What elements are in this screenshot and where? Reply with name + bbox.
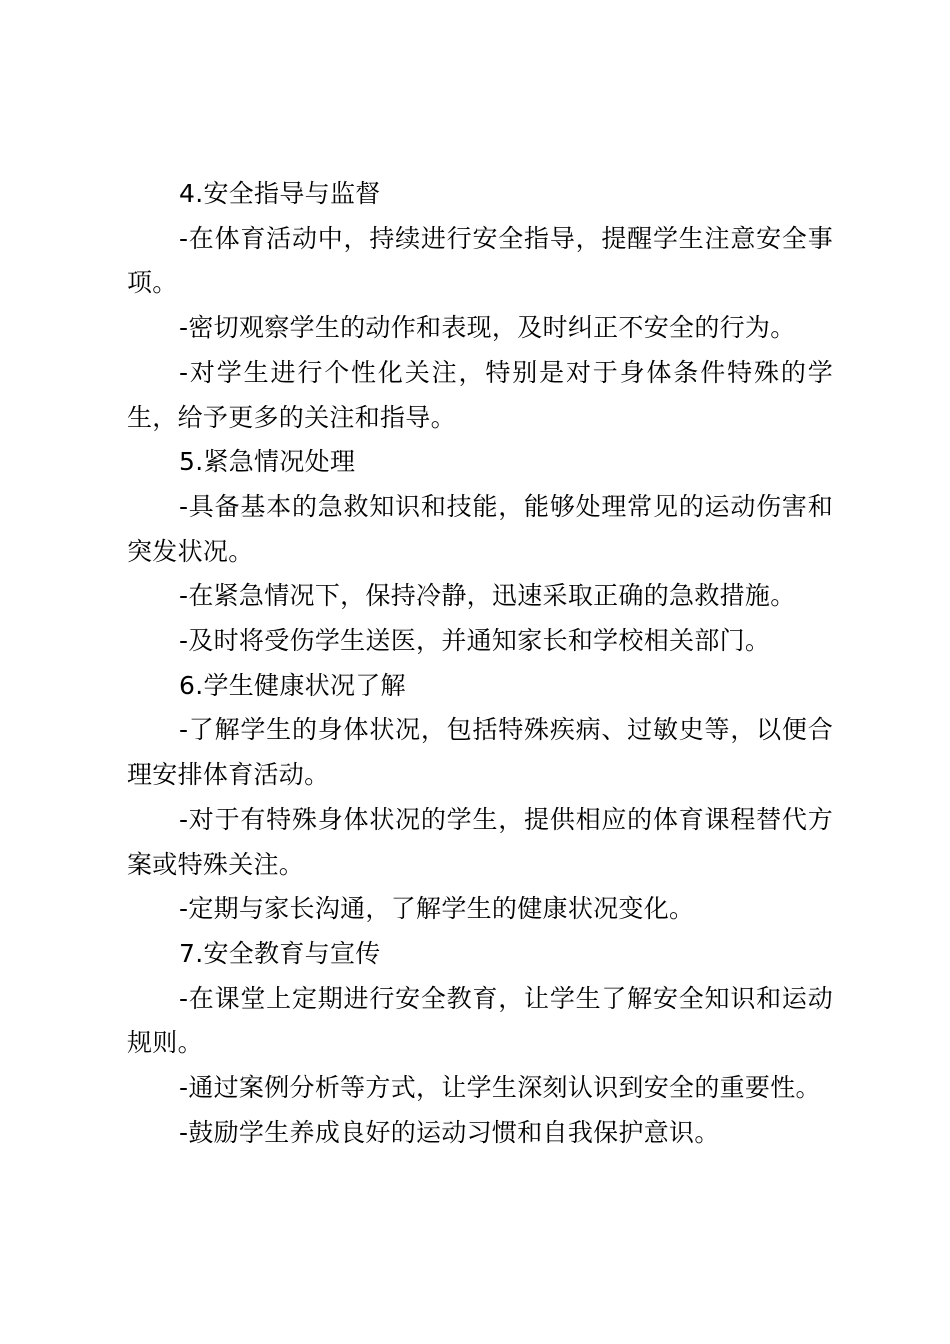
body-paragraph: -在紧急情况下，保持冷静，迅速采取正确的急救措施。 bbox=[179, 581, 796, 611]
body-paragraph: -通过案例分析等方式，让学生深刻认识到安全的重要性。 bbox=[179, 1073, 821, 1103]
body-paragraph: -具备基本的急救知识和技能，能够处理常见的运动伤害和突发状况。 bbox=[127, 491, 833, 566]
body-paragraph: -了解学生的身体状况，包括特殊疾病、过敏史等，以便合理安排体育活动。 bbox=[127, 715, 833, 790]
body-paragraph: -对学生进行个性化关注，特别是对于身体条件特殊的学生，给予更多的关注和指导。 bbox=[127, 357, 833, 432]
body-paragraph: -在体育活动中，持续进行安全指导，提醒学生注意安全事项。 bbox=[127, 223, 833, 298]
section-heading-4: 4.安全指导与监督 bbox=[179, 179, 381, 208]
body-paragraph: -定期与家长沟通，了解学生的健康状况变化。 bbox=[179, 894, 695, 924]
body-paragraph: -及时将受伤学生送医，并通知家长和学校相关部门。 bbox=[179, 626, 771, 656]
section-heading-6: 6.学生健康状况了解 bbox=[179, 670, 406, 700]
section-heading-7: 7.安全教育与宣传 bbox=[179, 938, 381, 968]
section-heading-5: 5.紧急情况处理 bbox=[179, 447, 356, 477]
body-paragraph: -在课堂上定期进行安全教育，让学生了解安全知识和运动规则。 bbox=[127, 983, 833, 1058]
body-paragraph: -鼓励学生养成良好的运动习惯和自我保护意识。 bbox=[179, 1117, 720, 1147]
body-paragraph: -对于有特殊身体状况的学生，提供相应的体育课程替代方案或特殊关注。 bbox=[127, 804, 833, 879]
document-body bbox=[127, 172, 833, 1155]
body-paragraph: -密切观察学生的动作和表现，及时纠正不安全的行为。 bbox=[179, 313, 796, 343]
